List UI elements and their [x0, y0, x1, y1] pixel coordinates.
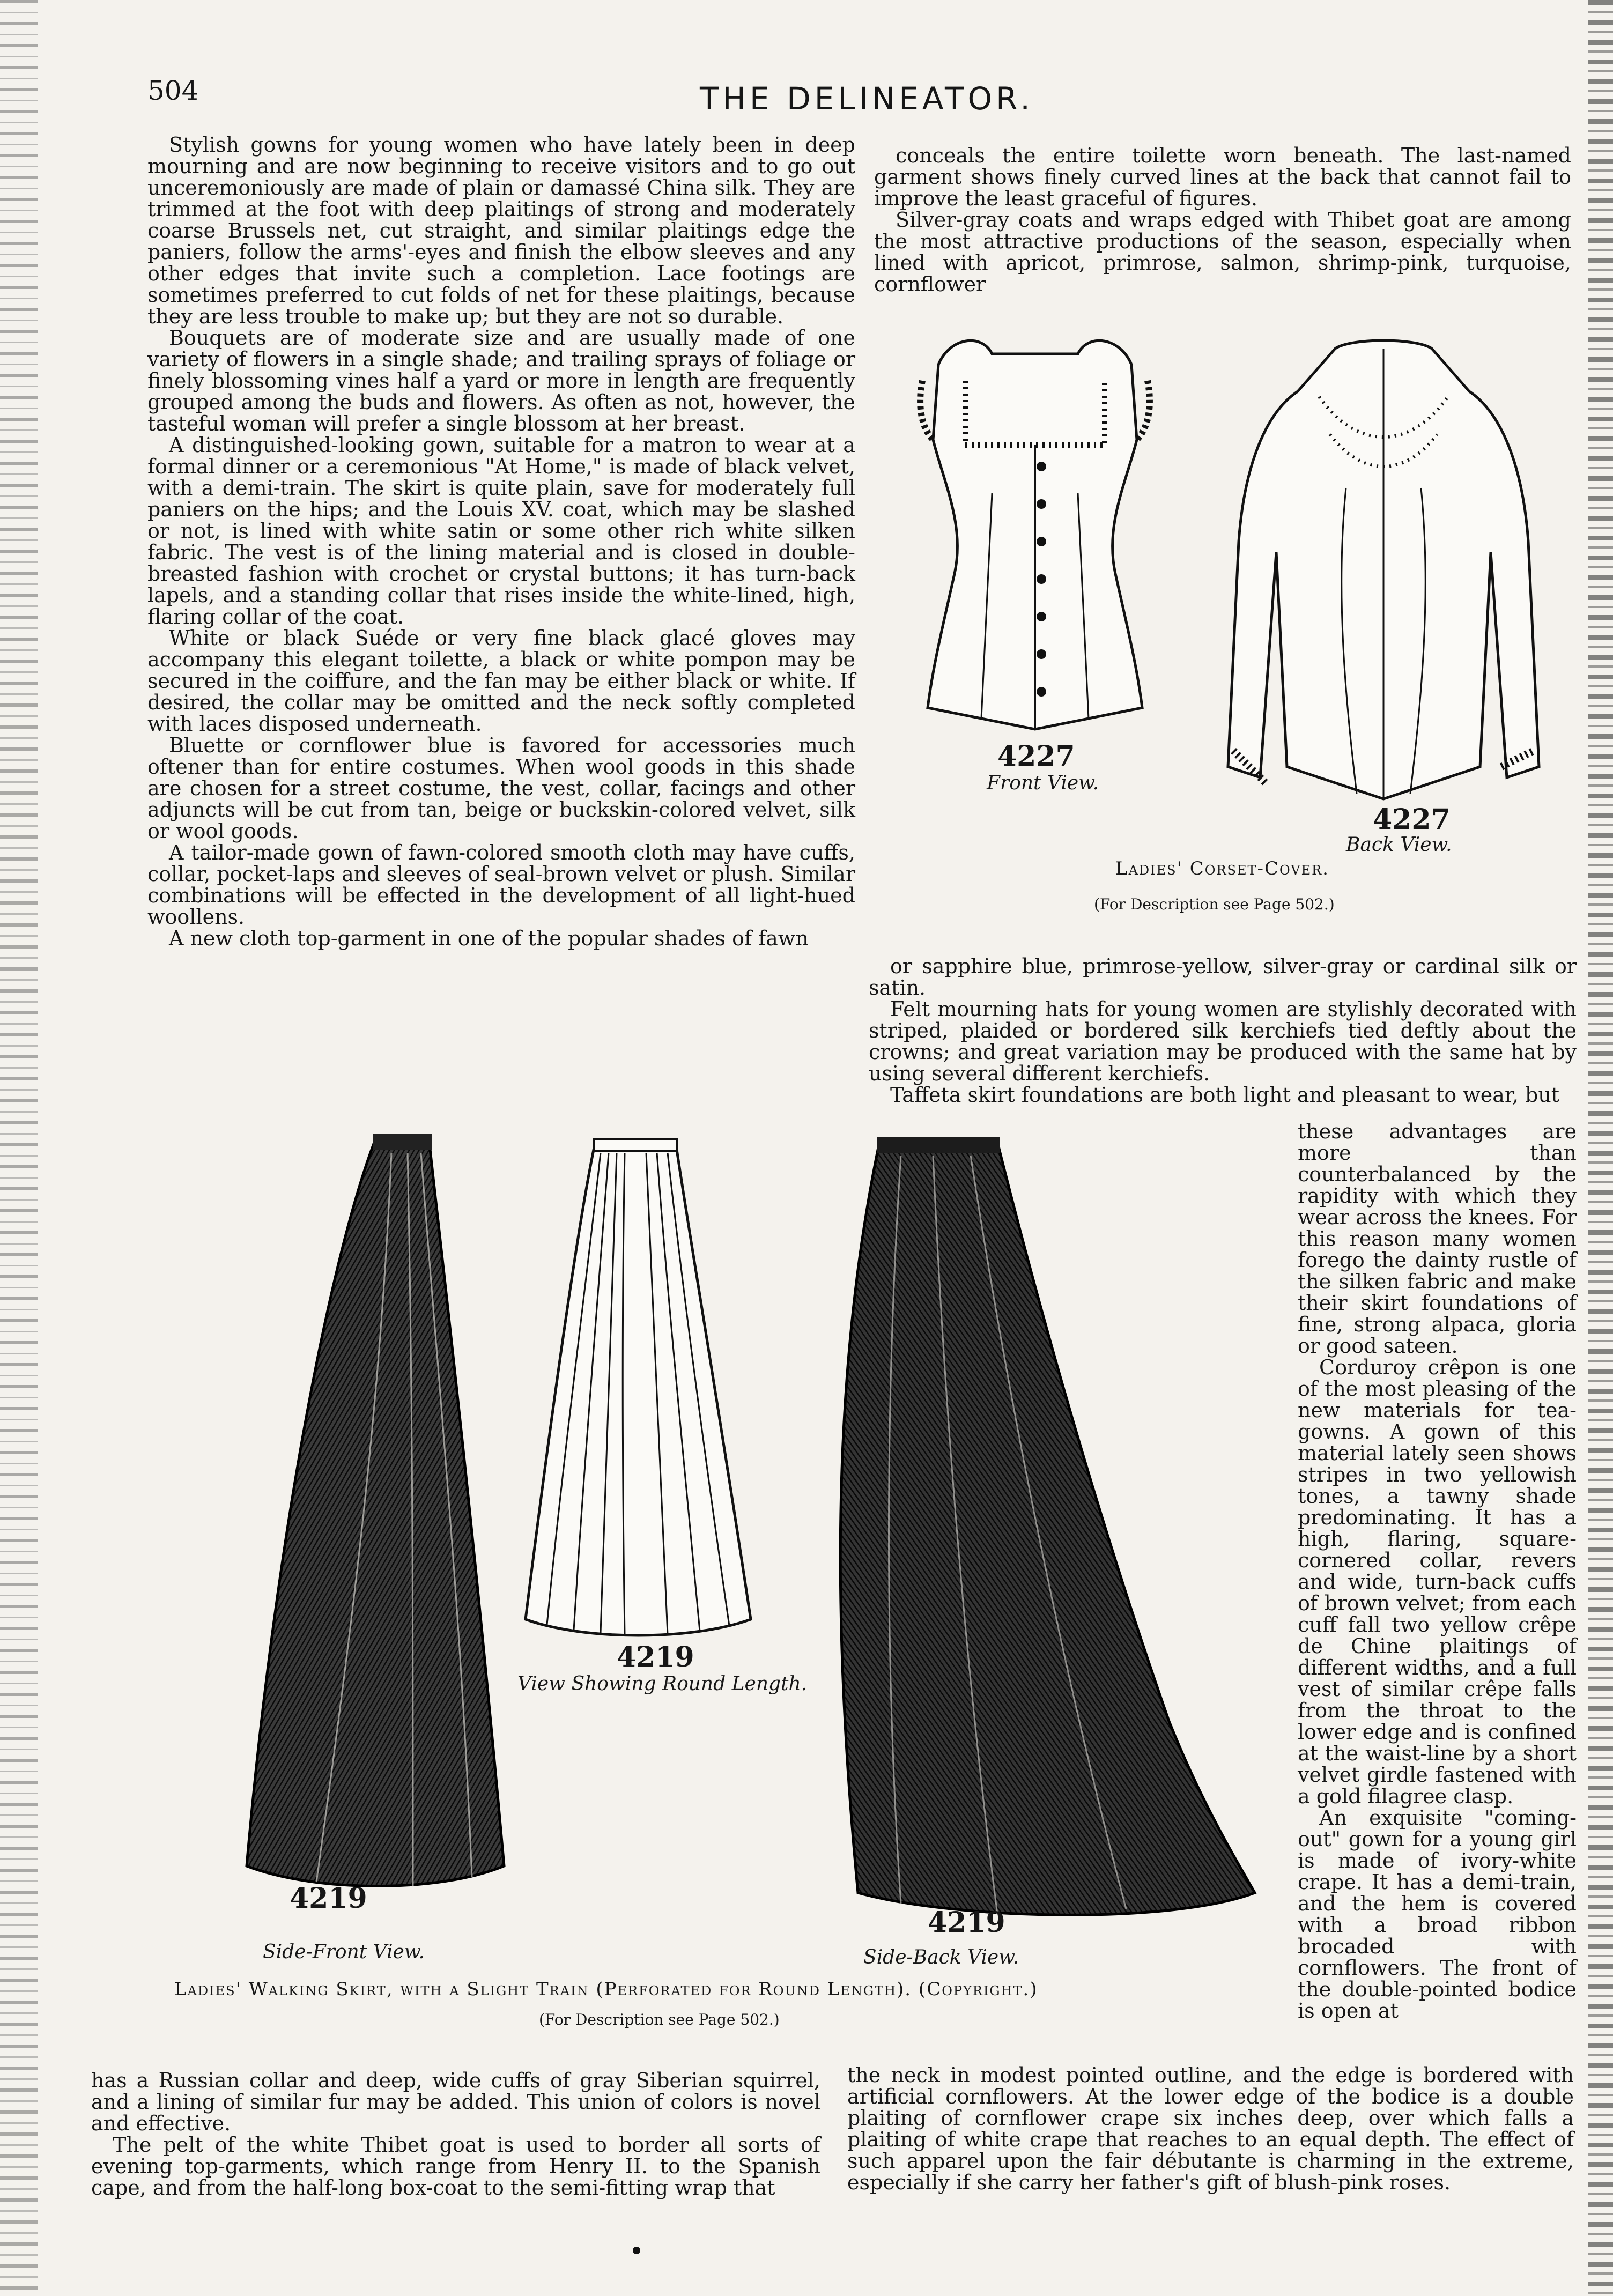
page-edge-right [1588, 0, 1613, 2296]
paragraph: these advantages are more than counterbalanced by the rapidity with which they wear across the knees. For this reason many women forego the dainty rustle of the silken fabric and make their skirt foundations of fine, strong alpaca, gloria or good sateen. [1298, 1120, 1577, 1358]
paragraph: or sapphire blue, primrose-yellow, silver-gray or cardinal silk or satin. [869, 954, 1577, 999]
text-column-right-narrow [1298, 1121, 1577, 2043]
figure-description-note: (For Description see Page 502.) [539, 2011, 780, 2028]
figure-description-note: (For Description see Page 502.) [1094, 895, 1335, 913]
paragraph: has a Russian collar and deep, wide cuffs of gray Siberian squirrel, and a lining of similar fur may be added. This union of colors is novel and effective. [91, 2069, 820, 2135]
page-edge-left [0, 0, 38, 2296]
text-column-right-middle [869, 956, 1577, 1119]
paragraph: A tailor-made gown of fawn-colored smooth cloth may have cuffs, collar, pocket-laps and sleeves of seal-brown velvet or plush. Similar combinations will be effected in the development of all light-hued woollens. [147, 841, 855, 929]
figure-title: Ladies' Walking Skirt, with a Slight Train (Perforated for Round Length). (Copyright.) [174, 1979, 1038, 2000]
text-column-bottom-right [847, 2064, 1574, 2241]
paragraph: Silver-gray coats and wraps edged with Thibet goat are among the most attractive productions of the season, especially when lined with apricot, primrose, salmon, shrimp-pink, turquoise, cornflower [874, 208, 1571, 296]
paragraph: The pelt of the white Thibet goat is used to border all sorts of evening top-garments, which range from Henry II. to the Spanish cape, and from the half-long box-coat to the semi-fitting wrap that [91, 2133, 820, 2199]
page-number: 504 [147, 75, 199, 106]
skirt-side-back-illustration [794, 1131, 1276, 1936]
caption-back-view: Back View. [1346, 834, 1452, 856]
text-column-left [147, 134, 855, 1110]
plate-number: 4227 [997, 740, 1075, 773]
text-column-right-top [874, 145, 1571, 306]
caption-side-front-view: Side-Front View. [263, 1941, 425, 1963]
paragraph: the neck in modest pointed outline, and the edge is bordered with artificial cornflowers. At the lower edge of the bodice is a double plaiting of cornflower crape six inches deep, over which falls a plaiting of white crape that reaches to an equal depth. The effect of such apparel upon the fair débutante is charming in the extreme, especially if she carry her father's gift of blush-pink roses. [847, 2063, 1574, 2194]
plate-number: 4227 [1373, 803, 1451, 836]
paragraph: Bluette or cornflower blue is favored for accessories much oftener than for entire costumes. When wool goods in this shade are chosen for a street costume, the vest, collar, facings and other adjuncts will be cut from tan, beige or buckskin-colored velvet, silk or wool goods. [147, 734, 855, 843]
corset-cover-back-illustration [1223, 327, 1544, 810]
text-column-bottom-left [91, 2070, 820, 2231]
paragraph: White or black Suéde or very fine black glacé gloves may accompany this elegant toilette, a black or white pompon may be secured in the coiffure, and the fan may be either black or white. If desired, the collar may be omitted and the neck softly completed with laces disposed underneath. [147, 626, 855, 736]
paragraph: Felt mourning hats for young women are stylishly decorated with striped, plaided or bordered silk kerchiefs tied deftly about the crowns; and great variation may be produced with the same hat by using several different kerchiefs. [869, 997, 1577, 1085]
paragraph: conceals the entire toilette worn beneath. The last-named garment shows finely curved lines at the back that cannot fail to improve the least graceful of figures. [874, 144, 1571, 210]
paragraph: A distinguished-looking gown, suitable for a matron to wear at a formal dinner or a ceremonious "At Home," is made of black velvet, with a demi-train. The skirt is quite plain, save for moderately full paniers on the hips; and the Louis XV. coat, which may be slashed or not, is lined with white satin or some other rich white silken fabric. The vest is of the lining material and is closed in double-breasted fashion with crochet or crystal buttons; it has turn-back lapels, and a standing collar that rises inside the white-lined, high, flaring collar of the coat. [147, 433, 855, 628]
plate-number: 4219 [928, 1906, 1005, 1939]
ink-dot [633, 2247, 640, 2254]
plate-number: 4219 [290, 1882, 367, 1915]
paragraph: Taffeta skirt foundations are both light and pleasant to wear, but [890, 1083, 1560, 1107]
corset-cover-front-illustration [901, 322, 1169, 740]
paragraph: A new cloth top-garment in one of the popular shades of fawn [169, 927, 809, 950]
skirt-side-front-illustration [236, 1131, 515, 1898]
paragraph: Corduroy crêpon is one of the most pleasing of the new materials for tea-gowns. A gown of this material lately seen shows stripes in two yellowish tones, a tawny shade predominating. It has a high, flaring, square-cornered collar, revers and wide, turn-back cuffs of brown velvet; from each cuff fall two yellow crêpe de Chine plaitings of different widths, and a full vest of similar crêpe falls from the throat to the lower edge and is confined at the waist-line by a short velvet girdle fastened with a gold filagree clasp. [1298, 1356, 1577, 1808]
caption-round-length-view: View Showing Round Length. [517, 1673, 808, 1695]
skirt-round-length-illustration [515, 1137, 761, 1646]
page-title: THE DELINEATOR. [700, 80, 1034, 117]
caption-side-back-view: Side-Back View. [863, 1946, 1019, 1968]
paragraph: Bouquets are of moderate size and are usually made of one variety of flowers in a single shade; and trailing sprays of foliage or finely blossoming vines half a yard or more in length are frequently grouped among the buds and flowers. As often as not, however, the tasteful woman will prefer a single blossom at her breast. [147, 326, 855, 435]
figure-title: Ladies' Corset-Cover. [1115, 858, 1329, 879]
paragraph: An exquisite "coming-out" gown for a young girl is made of ivory-white crape. It has a demi-train, and the hem is covered with a broad ribbon brocaded with cornflowers. The front of the double-pointed bodice is open at [1298, 1806, 1577, 2023]
caption-front-view: Front View. [987, 772, 1099, 794]
plate-number: 4219 [617, 1641, 694, 1673]
paragraph: Stylish gowns for young women who have lately been in deep mourning and are now beginning to receive visitors and to go out unceremoniously are made of plain or damassé China silk. They are trimmed at the foot with deep plaitings of strong and moderately coarse Brussels net, cut straight, and similar plaitings edge the paniers, follow the arms'-eyes and finish the elbow sleeves and any other edges that invite such a completion. Lace footings are sometimes preferred to cut folds of net for these plaitings, because they are less trouble to make up; but they are not so durable. [147, 133, 855, 328]
